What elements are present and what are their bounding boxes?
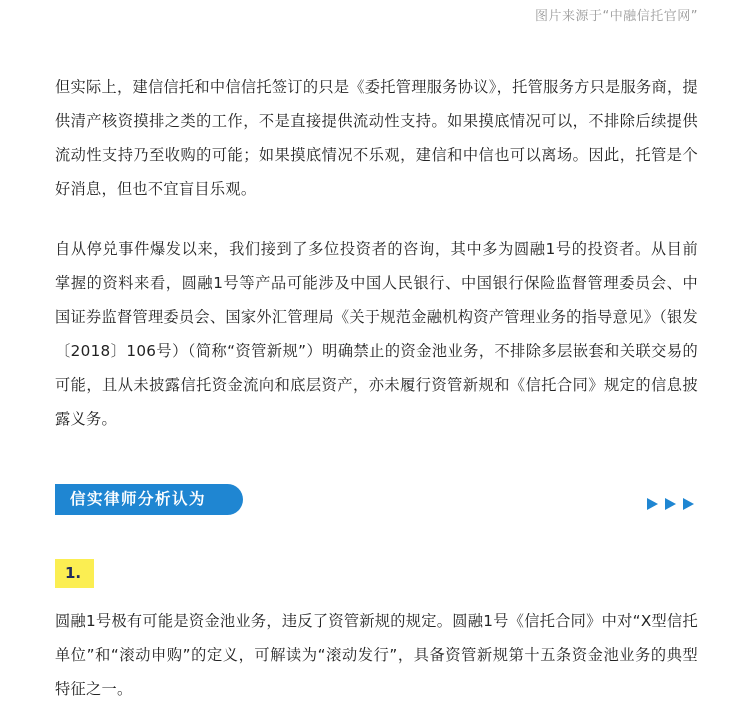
triple-arrow-icon — [647, 498, 694, 510]
arrow-right-icon — [647, 498, 658, 510]
arrow-right-icon — [665, 498, 676, 510]
image-source-caption: 图片来源于“中融信托官网” — [535, 9, 698, 24]
paragraph-custody-analysis: 但实际上，建信信托和中信信托签订的只是《委托管理服务协议》，托管服务方只是服务商，提供清产核资摸排之类的工作，不是直接提供流动性支持。如果摸底情况可以，不排除后续提供流动性支持乃至收购的可能；如果摸底情况不乐观，建信和中信也可以离场。因此，托管是个好消息，但也不宜盲目乐观。 — [55, 78, 698, 198]
paragraph-fund-pool-analysis: 圆融1号极有可能是资金池业务，违反了资管新规的规定。圆融1号《信托合同》中对“X型信托单位”和“滚动申购”的定义，可解读为“滚动发行”，具备资管新规第十五条资金池业务的典型特征之一。 — [55, 612, 698, 698]
item-number-badge: 1. — [55, 559, 94, 588]
section-heading-banner: 信实律师分析认为 — [55, 484, 243, 515]
arrow-right-icon — [683, 498, 694, 510]
paragraph-investor-consultation: 自从停兑事件爆发以来，我们接到了多位投资者的咨询，其中多为圆融1号的投资者。从目前掌握的资料来看，圆融1号等产品可能涉及中国人民银行、中国银行保险监督管理委员会、中国证券监督管理委员会、国家外汇管理局《关于规范金融机构资产管理业务的指导意见》（银发〔2018〕106号）（简称“资管新规”）明确禁止的资金池业务，不排除多层嵌套和关联交易的可能，且从未披露信托资金流向和底层资产，亦未履行资管新规和《信托合同》规定的信息披露义务。 — [55, 240, 698, 428]
